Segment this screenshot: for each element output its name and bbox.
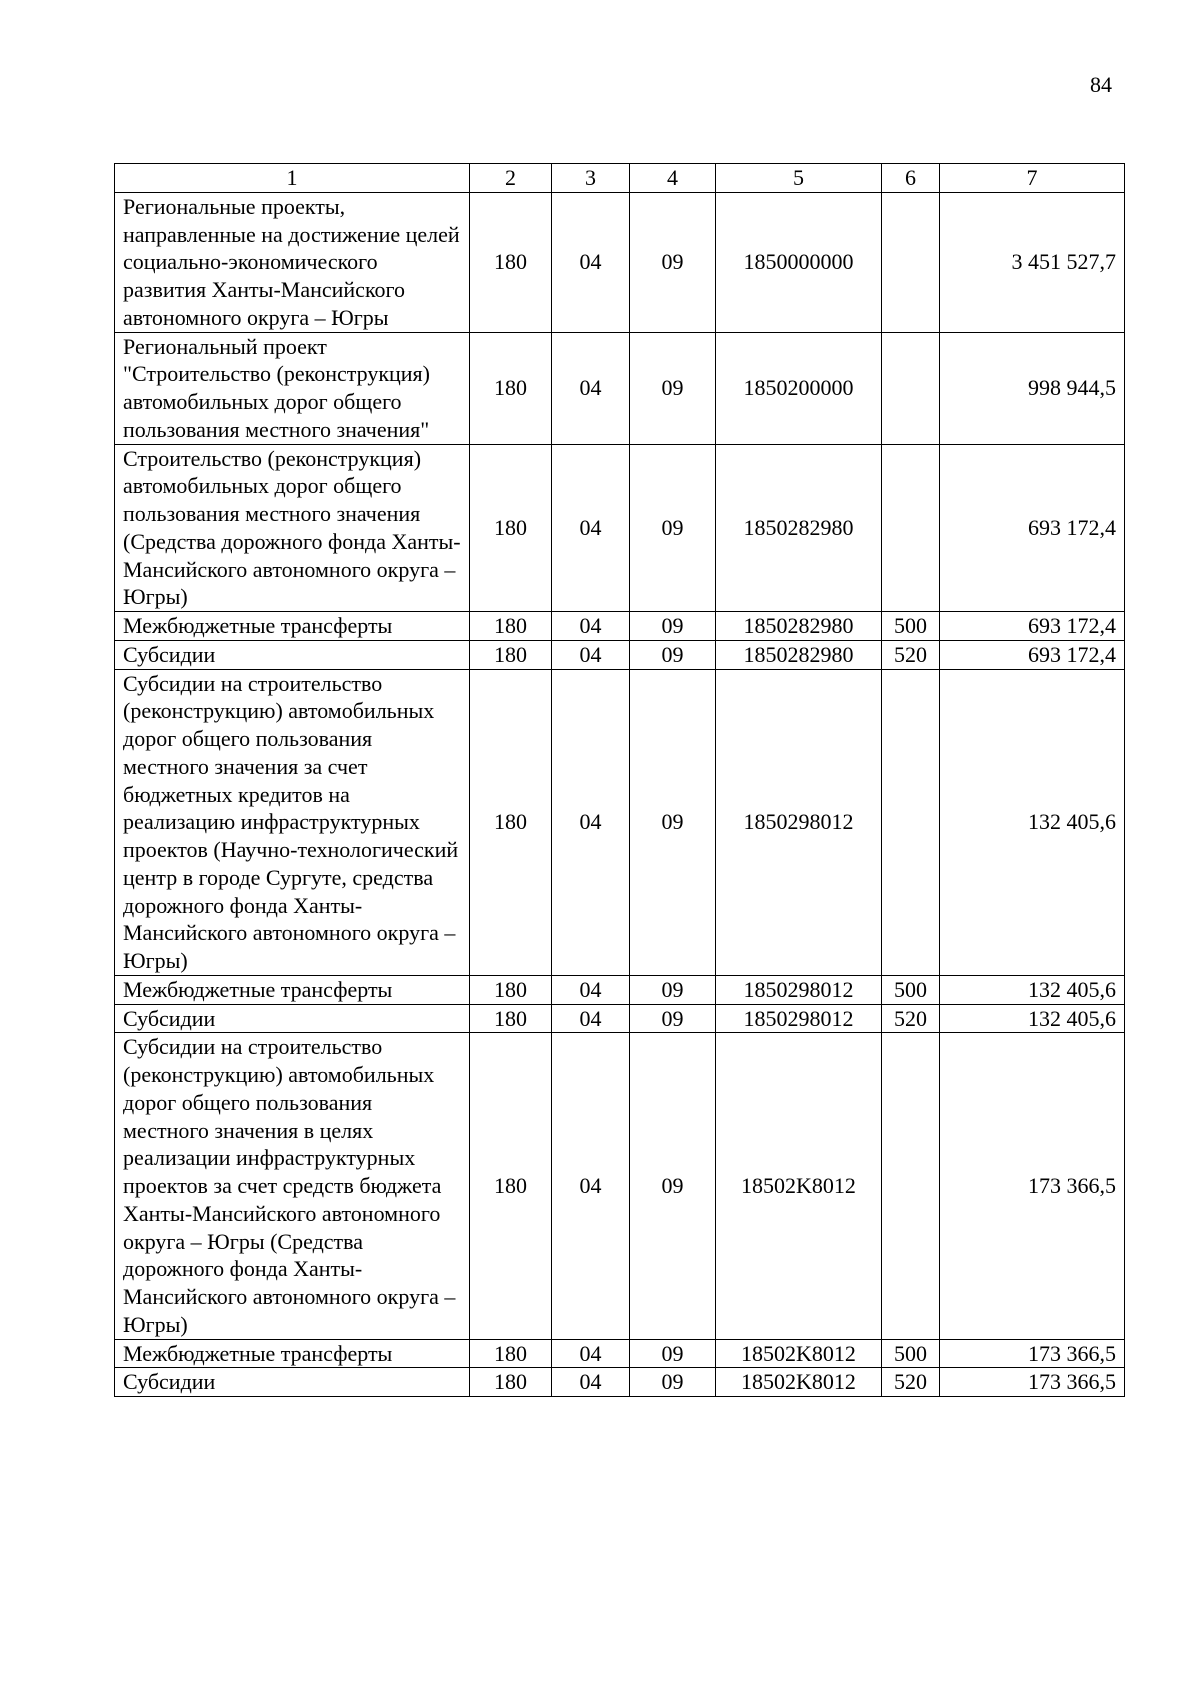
subsection-cell: 09	[630, 1033, 716, 1339]
subsection-cell: 09	[630, 640, 716, 669]
row-name-cell: Межбюджетные трансферты	[115, 612, 470, 641]
subsection-cell: 09	[630, 332, 716, 444]
section-cell: 04	[552, 444, 630, 612]
column-header: 7	[940, 164, 1125, 193]
subsection-cell: 09	[630, 975, 716, 1004]
table-row	[115, 332, 1125, 444]
table-row	[115, 444, 1125, 612]
amount-cell: 693 172,4	[940, 640, 1125, 669]
target-article-cell: 1850298012	[716, 975, 882, 1004]
subsection-cell: 09	[630, 669, 716, 975]
admin-code-cell: 180	[470, 332, 552, 444]
admin-code-cell: 180	[470, 1368, 552, 1397]
section-cell: 04	[552, 1004, 630, 1033]
amount-cell: 173 366,5	[940, 1368, 1125, 1397]
subsection-cell: 09	[630, 1339, 716, 1368]
section-cell: 04	[552, 640, 630, 669]
admin-code-cell: 180	[470, 1339, 552, 1368]
page-number: 84	[1090, 72, 1112, 97]
subsection-cell: 09	[630, 192, 716, 332]
table-row	[115, 975, 1125, 1004]
admin-code-cell: 180	[470, 1004, 552, 1033]
target-article-cell: 1850000000	[716, 192, 882, 332]
amount-cell: 132 405,6	[940, 975, 1125, 1004]
admin-code-cell: 180	[470, 640, 552, 669]
amount-cell: 998 944,5	[940, 332, 1125, 444]
section-cell: 04	[552, 669, 630, 975]
admin-code-cell: 180	[470, 1033, 552, 1339]
table-row	[115, 192, 1125, 332]
header-row	[115, 164, 1125, 193]
row-name-cell: Межбюджетные трансферты	[115, 1339, 470, 1368]
subsection-cell: 09	[630, 612, 716, 641]
admin-code-cell: 180	[470, 444, 552, 612]
subsection-cell: 09	[630, 1368, 716, 1397]
table-row	[115, 1004, 1125, 1033]
row-name-cell: Субсидии на строительство (реконструкцию) автомобильных дорог общего пользования местного значения за счет бюджетных кредитов на реализацию инфраструктурных проектов (Научно-технологический центр в городе Сургуте, средства дорожного фонда Ханты-Мансийского автономного округа – Югры)	[115, 669, 470, 975]
table-row	[115, 612, 1125, 641]
target-article-cell: 18502K8012	[716, 1339, 882, 1368]
expense-type-cell	[882, 192, 940, 332]
table-row	[115, 1368, 1125, 1397]
target-article-cell: 1850298012	[716, 1004, 882, 1033]
column-header: 1	[115, 164, 470, 193]
row-name-cell: Межбюджетные трансферты	[115, 975, 470, 1004]
table-body	[115, 192, 1125, 1396]
subsection-cell: 09	[630, 1004, 716, 1033]
amount-cell: 173 366,5	[940, 1339, 1125, 1368]
target-article-cell: 1850282980	[716, 444, 882, 612]
expense-type-cell	[882, 1033, 940, 1339]
amount-cell: 693 172,4	[940, 444, 1125, 612]
amount-cell: 132 405,6	[940, 669, 1125, 975]
row-name-cell: Субсидии на строительство (реконструкцию) автомобильных дорог общего пользования местного значения в целях реализации инфраструктурных проектов за счет средств бюджета Ханты-Мансийского автономного округа – Югры (Средства дорожного фонда Ханты-Мансийского автономного округа – Югры)	[115, 1033, 470, 1339]
target-article-cell: 1850298012	[716, 669, 882, 975]
admin-code-cell: 180	[470, 975, 552, 1004]
expense-type-cell: 500	[882, 975, 940, 1004]
target-article-cell: 1850282980	[716, 612, 882, 641]
admin-code-cell: 180	[470, 192, 552, 332]
expense-type-cell: 520	[882, 640, 940, 669]
row-name-cell: Региональный проект "Строительство (реконструкция) автомобильных дорог общего пользования местного значения"	[115, 332, 470, 444]
subsection-cell: 09	[630, 444, 716, 612]
section-cell: 04	[552, 1339, 630, 1368]
table-row	[115, 1033, 1125, 1339]
amount-cell: 132 405,6	[940, 1004, 1125, 1033]
column-header: 6	[882, 164, 940, 193]
expense-type-cell: 500	[882, 612, 940, 641]
column-header: 5	[716, 164, 882, 193]
row-name-cell: Региональные проекты, направленные на достижение целей социально-экономического развития Ханты-Мансийского автономного округа – Югры	[115, 192, 470, 332]
admin-code-cell: 180	[470, 669, 552, 975]
column-header: 3	[552, 164, 630, 193]
target-article-cell: 1850282980	[716, 640, 882, 669]
expense-type-cell: 520	[882, 1368, 940, 1397]
table-row	[115, 1339, 1125, 1368]
admin-code-cell: 180	[470, 612, 552, 641]
amount-cell: 3 451 527,7	[940, 192, 1125, 332]
amount-cell: 173 366,5	[940, 1033, 1125, 1339]
target-article-cell: 18502K8012	[716, 1033, 882, 1339]
row-name-cell: Субсидии	[115, 640, 470, 669]
target-article-cell: 1850200000	[716, 332, 882, 444]
amount-cell: 693 172,4	[940, 612, 1125, 641]
expense-type-cell: 500	[882, 1339, 940, 1368]
section-cell: 04	[552, 612, 630, 641]
column-header: 2	[470, 164, 552, 193]
section-cell: 04	[552, 975, 630, 1004]
target-article-cell: 18502K8012	[716, 1368, 882, 1397]
section-cell: 04	[552, 1368, 630, 1397]
column-header: 4	[630, 164, 716, 193]
budget-table	[114, 163, 1125, 1397]
expense-type-cell	[882, 444, 940, 612]
expense-type-cell: 520	[882, 1004, 940, 1033]
row-name-cell: Субсидии	[115, 1368, 470, 1397]
table-row	[115, 640, 1125, 669]
section-cell: 04	[552, 1033, 630, 1339]
section-cell: 04	[552, 332, 630, 444]
row-name-cell: Субсидии	[115, 1004, 470, 1033]
expense-type-cell	[882, 332, 940, 444]
row-name-cell: Строительство (реконструкция) автомобильных дорог общего пользования местного значения (Средства дорожного фонда Ханты-Мансийского автономного округа – Югры)	[115, 444, 470, 612]
expense-type-cell	[882, 669, 940, 975]
section-cell: 04	[552, 192, 630, 332]
table-row	[115, 669, 1125, 975]
